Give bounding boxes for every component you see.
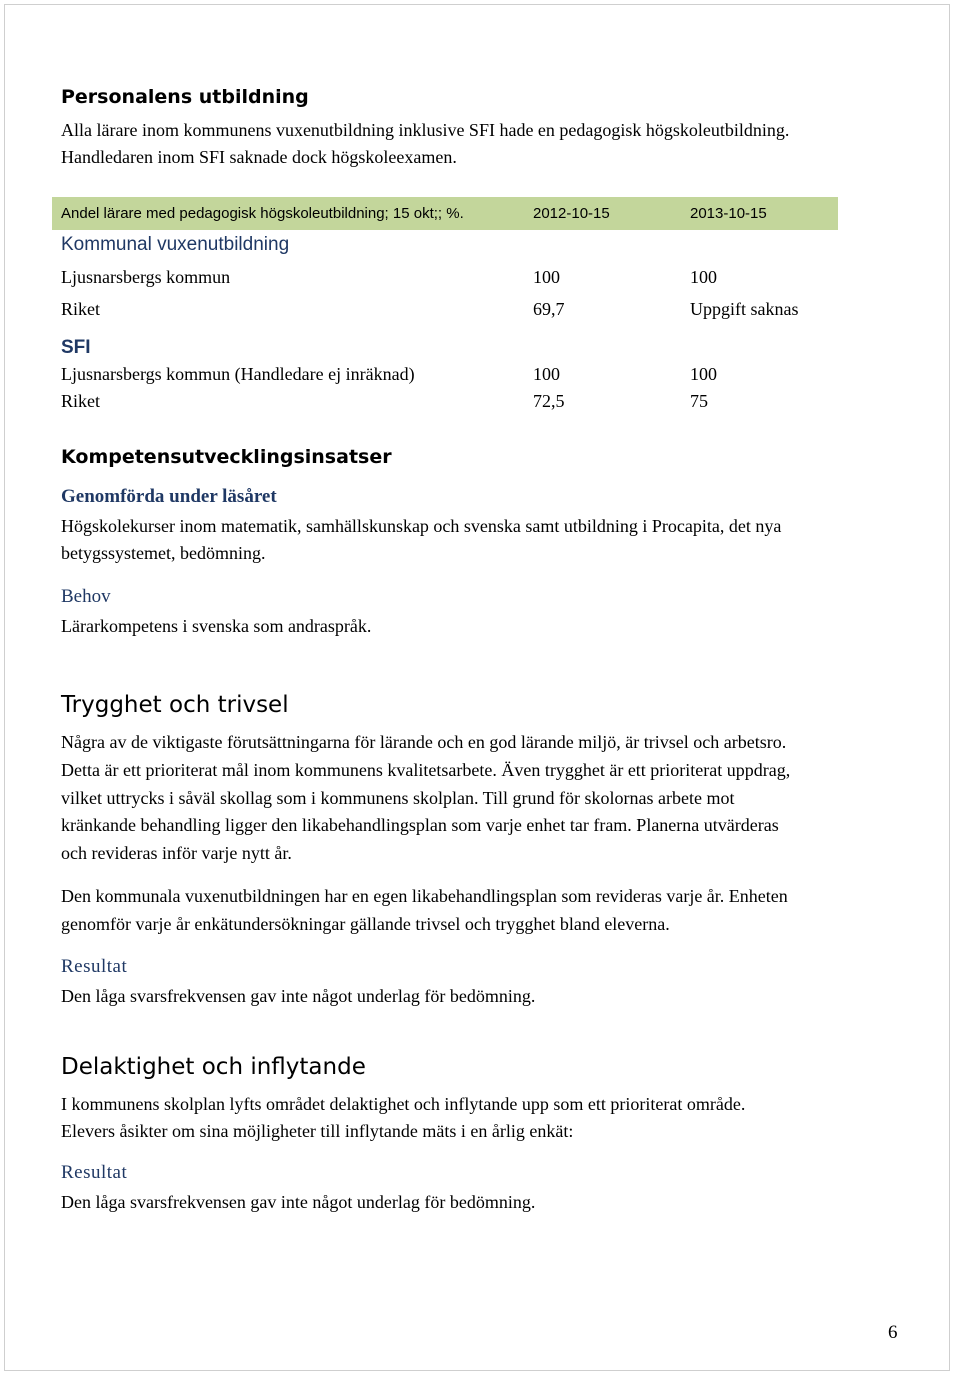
table-row-name: Riket (61, 391, 100, 411)
paragraph-line: genomför varje år enkätundersökningar gällande trivsel och trygghet bland eleverna. (61, 914, 670, 934)
paragraph-line: Detta är ett prioriterat mål inom kommunens kvalitetsarbete. Även trygghet är ett prioriterat uppdrag, (61, 760, 791, 780)
subheading-genomforda: Genomförda under läsåret (61, 486, 277, 507)
paragraph-line: kränkande behandling ligger den likabehandlingsplan som varje enhet tar fram. Planerna utvärderas (61, 815, 779, 835)
heading-trygghet-och-trivsel: Trygghet och trivsel (61, 692, 289, 718)
page-number: 6 (888, 1322, 898, 1343)
paragraph-line: Elevers åsikter om sina möjligheter till inflytande mäts i en årlig enkät: (61, 1121, 574, 1141)
paragraph-line: Lärarkompetens i svenska som andraspråk. (61, 616, 372, 636)
paragraph-line: Den låga svarsfrekvensen gav inte något underlag för bedömning. (61, 1192, 536, 1212)
paragraph-line: Den låga svarsfrekvensen gav inte något underlag för bedömning. (61, 986, 536, 1006)
subheading-resultat: Resultat (61, 956, 128, 977)
table-header-col-2012: 2012-10-15 (533, 205, 610, 222)
paragraph-line: Högskolekurser inom matematik, samhällskunskap och svenska samt utbildning i Procapita, det nya (61, 516, 782, 536)
table-header-label: Andel lärare med pedagogisk högskoleutbildning; 15 okt;; %. (61, 205, 464, 222)
paragraph-line: I kommunens skolplan lyfts området delaktighet och inflytande upp som ett prioriterat område. (61, 1094, 746, 1114)
table-group-title: SFI (61, 337, 91, 358)
table-cell: 100 (533, 364, 560, 384)
paragraph-line: betygssystemet, bedömning. (61, 543, 266, 563)
table-cell: 72,5 (533, 391, 565, 411)
table-group-title: Kommunal vuxenutbildning (61, 234, 290, 255)
subheading-behov: Behov (61, 586, 111, 607)
paragraph-line: Den kommunala vuxenutbildningen har en egen likabehandlingsplan som revideras varje år. Enheten (61, 886, 788, 906)
table-cell: 100 (533, 267, 560, 287)
paragraph-line: vilket uttrycks i såväl skollag som i kommunens skolplan. Till grund för skolornas arbete mot (61, 788, 735, 808)
paragraph-line: Alla lärare inom kommunens vuxenutbildning inklusive SFI hade en pedagogisk högskoleutbildning. (61, 120, 790, 140)
table-row-name: Ljusnarsbergs kommun (Handledare ej inräknad) (61, 364, 415, 384)
table-row-name: Ljusnarsbergs kommun (61, 267, 231, 287)
table-cell: 75 (690, 391, 708, 411)
table-cell: Uppgift saknas (690, 299, 799, 319)
heading-personalens-utbildning: Personalens utbildning (61, 86, 309, 108)
subheading-resultat: Resultat (61, 1162, 128, 1183)
heading-delaktighet-och-inflytande: Delaktighet och inflytande (61, 1054, 366, 1080)
table-cell: 69,7 (533, 299, 565, 319)
table-cell: 100 (690, 364, 717, 384)
paragraph-line: och revideras inför varje nytt år. (61, 843, 292, 863)
table-row-name: Riket (61, 299, 100, 319)
paragraph-line: Handledaren inom SFI saknade dock högskoleexamen. (61, 147, 457, 167)
table-cell: 100 (690, 267, 717, 287)
paragraph-line: Några av de viktigaste förutsättningarna för lärande och en god lärande miljö, är trivsel och arbetsro. (61, 732, 787, 752)
heading-kompetensutveckling: Kompetensutvecklingsinsatser (61, 446, 392, 468)
table-header-col-2013: 2013-10-15 (690, 205, 767, 222)
